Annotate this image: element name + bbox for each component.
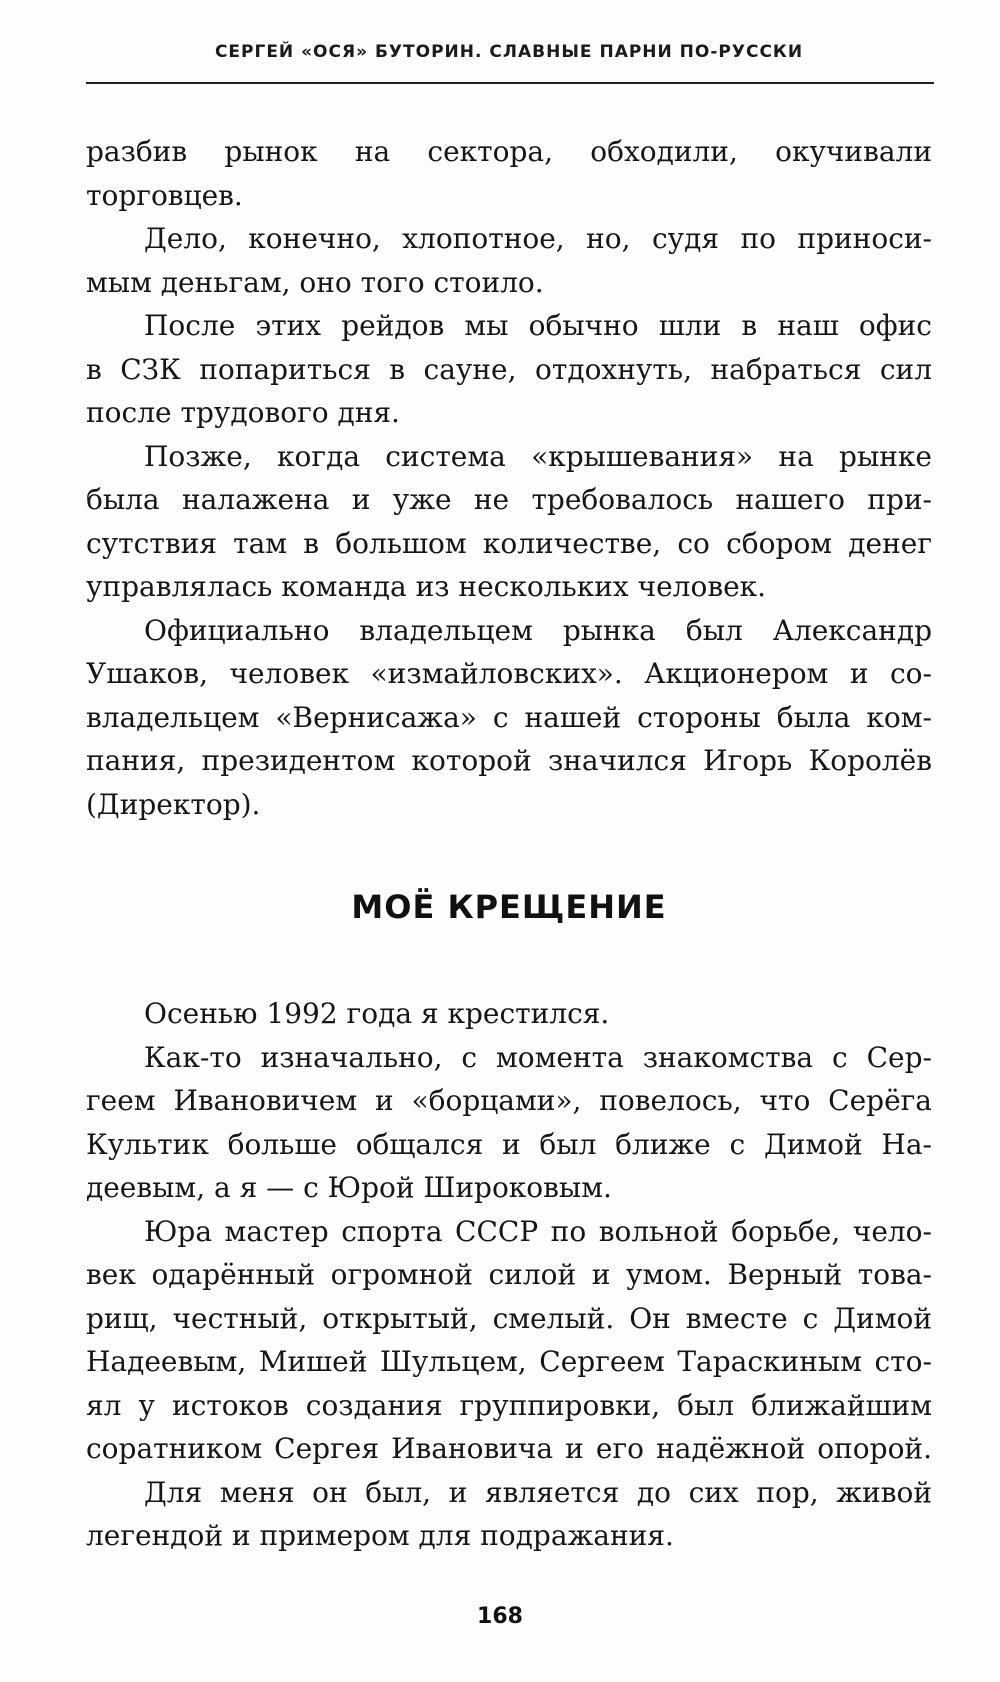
text-line: геем Ивановичем и «борцами», повелось, что Серёга bbox=[86, 1084, 932, 1117]
text-line: Официально владельцем рынка был Александр bbox=[144, 613, 932, 647]
text-line: владельцем «Вернисажа» с нашей стороны была ком- bbox=[86, 700, 932, 734]
text-line: разбив рынок на сектора, обходили, окучивали bbox=[86, 135, 932, 168]
text-block-2 bbox=[86, 992, 932, 1558]
text-line: деевым, а я — с Юрой Широковым. bbox=[86, 1171, 612, 1204]
text-line: Ушаков, человек «измайловских». Акционером и со- bbox=[86, 657, 932, 690]
page-number: 168 bbox=[477, 1604, 523, 1629]
text-line: легендой и примером для подражания. bbox=[86, 1519, 674, 1552]
text-line: Юра мастер спорта СССР по вольной борьбе, чело- bbox=[144, 1214, 932, 1248]
text-line: в СЗК попариться в сауне, отдохнуть, набраться сил bbox=[86, 352, 932, 386]
text-line: Дело, конечно, хлопотное, но, судя по приноси- bbox=[144, 222, 932, 255]
text-line: Надеевым, Мишей Шульцем, Сергеем Тараскиным сто- bbox=[86, 1345, 932, 1378]
section-heading: МОЁ КРЕЩЕНИЕ bbox=[351, 888, 667, 926]
text-line: Для меня он был, и является до сих пор, живой bbox=[144, 1475, 932, 1509]
header-rule bbox=[86, 82, 934, 84]
text-line: ял у истоков создания группировки, был ближайшим bbox=[86, 1388, 932, 1422]
text-line: Как-то изначально, с момента знакомства с Сер- bbox=[144, 1040, 932, 1074]
text-line: Осенью 1992 года я крестился. bbox=[144, 997, 610, 1030]
text-line: управлялась команда из нескольких человек. bbox=[86, 570, 767, 603]
text-block-1 bbox=[86, 130, 932, 826]
text-line: Позже, когда система «крышевания» на рынке bbox=[144, 439, 932, 473]
text-line: После этих рейдов мы обычно шли в наш офис bbox=[144, 309, 932, 342]
text-line: мым деньгам, оно того стоило. bbox=[86, 265, 544, 299]
text-line: рищ, честный, открытый, смелый. Он вместе с Димой bbox=[86, 1301, 932, 1335]
text-line: торговцев. bbox=[86, 178, 243, 212]
text-line: век одарённый огромной силой и умом. Верный това- bbox=[86, 1258, 932, 1291]
text-line: (Директор). bbox=[86, 787, 261, 821]
text-line: была налажена и уже не требовалось нашего при- bbox=[86, 483, 932, 516]
text-line: Культик больше общался и был ближе с Димой На- bbox=[86, 1127, 932, 1161]
text-line: соратником Сергея Ивановича и его надёжной опорой. bbox=[86, 1432, 932, 1465]
text-line: сутствия там в большом количестве, со сбором денег bbox=[86, 526, 932, 560]
running-header: СЕРГЕЙ «ОСЯ» БУТОРИН. СЛАВНЫЕ ПАРНИ ПО-РУССКИ bbox=[214, 42, 804, 62]
text-line: пания, президентом которой значился Игорь Королёв bbox=[86, 744, 932, 777]
text-line: после трудового дня. bbox=[86, 396, 400, 429]
